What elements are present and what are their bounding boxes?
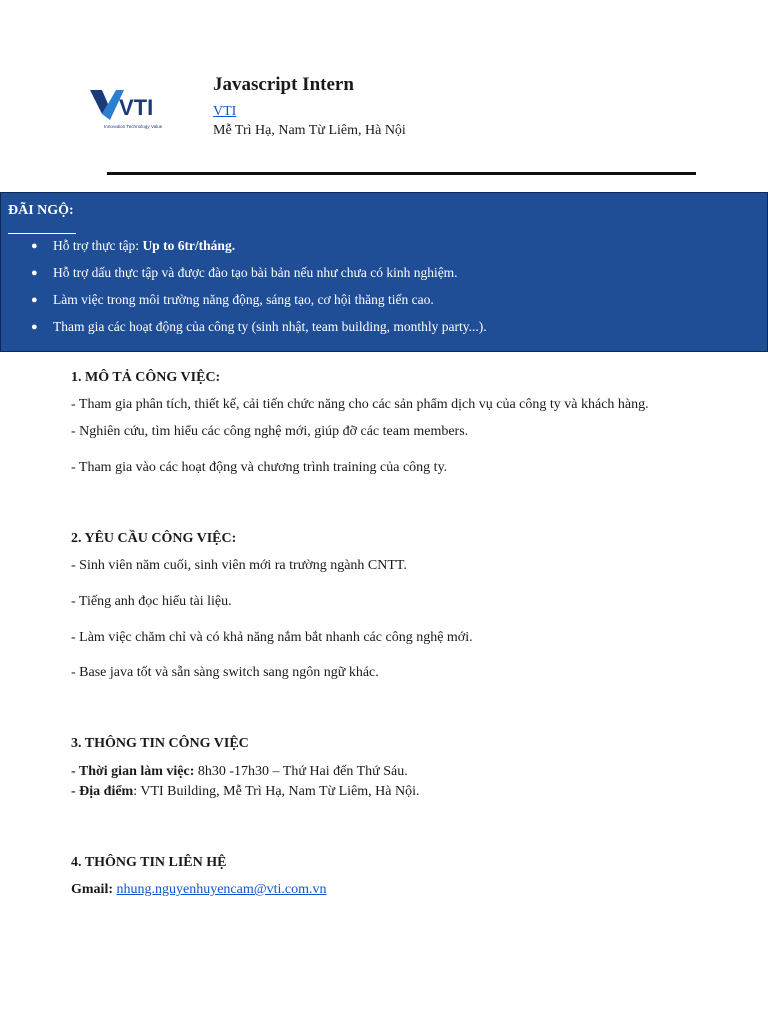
job-description-line: - Tham gia vào các hoạt động và chương trình training của công ty. (71, 460, 448, 475)
bullet-icon: ● (31, 267, 38, 279)
company-link[interactable]: VTI (213, 104, 237, 119)
working-time-line (71, 764, 408, 780)
gmail-line (71, 882, 327, 898)
requirement-line: - Tiếng anh đọc hiểu tài liệu. (71, 594, 232, 609)
job-title: Javascript Intern (213, 74, 354, 95)
benefit-text: Hỗ trợ dấu thực tập và được đào tạo bài bản nếu như chưa có kinh nghiệm. (53, 265, 458, 280)
job-description-line: - Tham gia phân tích, thiết kế, cải tiến chức năng cho các sản phẩm dịch vụ của công ty và khách hàng. (71, 397, 649, 412)
company-address: Mễ Trì Hạ, Nam Từ Liêm, Hà Nội (213, 123, 406, 138)
section-job-description-title: 1. MÔ TẢ CÔNG VIỆC: (71, 370, 221, 385)
section-requirements-title: 2. YÊU CẦU CÔNG VIỆC: (71, 531, 237, 546)
company-logo (88, 88, 172, 134)
benefits-heading-underline (8, 233, 76, 234)
logo-tagline: Innovation Technology Value (104, 124, 163, 129)
header-divider (107, 172, 696, 175)
location-line (71, 784, 420, 800)
benefit-item (31, 318, 761, 345)
location-value: : VTI Building, Mễ Trì Hạ, Nam Từ Liêm, Hà Nội. (133, 784, 420, 799)
benefits-heading: ĐÃI NGỘ: (8, 203, 74, 218)
bullet-icon: ● (31, 294, 38, 306)
location-label: - Địa điểm (71, 784, 134, 799)
benefit-text: Hỗ trợ thực tập: (53, 238, 143, 253)
gmail-label: Gmail: (71, 882, 113, 897)
working-time-value: 8h30 -17h30 – Thứ Hai đến Thứ Sáu. (194, 764, 408, 779)
section-job-info-title: 3. THÔNG TIN CÔNG VIỆC (71, 736, 249, 751)
benefit-item (31, 237, 761, 264)
benefits-box (0, 192, 768, 352)
requirement-line: - Sinh viên năm cuối, sinh viên mới ra trường ngành CNTT. (71, 558, 407, 573)
job-description-line: - Nghiên cứu, tìm hiểu các công nghệ mới, giúp đỡ các team members. (71, 424, 469, 439)
benefits-list (31, 237, 761, 345)
bullet-icon: ● (31, 240, 38, 252)
benefit-item (31, 264, 761, 291)
benefit-bold-text: Up to 6tr/tháng. (142, 238, 236, 253)
benefit-text: Làm việc trong môi trường năng động, sáng tạo, cơ hội thăng tiến cao. (53, 292, 434, 307)
logo-text: VTI (119, 95, 154, 120)
benefit-item (31, 291, 761, 318)
gmail-link[interactable]: nhung.nguyenhuyencam@vti.com.vn (116, 882, 327, 897)
section-contact-title: 4. THÔNG TIN LIÊN HỆ (71, 855, 227, 870)
requirement-line: - Base java tốt và sẵn sàng switch sang ngôn ngữ khác. (71, 665, 379, 680)
benefit-text: Tham gia các hoạt động của công ty (sinh nhật, team building, monthly party...). (53, 319, 487, 334)
bullet-icon: ● (31, 321, 38, 333)
requirement-line: - Làm việc chăm chỉ và có khả năng nắm bắt nhanh các công nghệ mới. (71, 630, 473, 645)
working-time-label: - Thời gian làm việc: (71, 764, 195, 779)
